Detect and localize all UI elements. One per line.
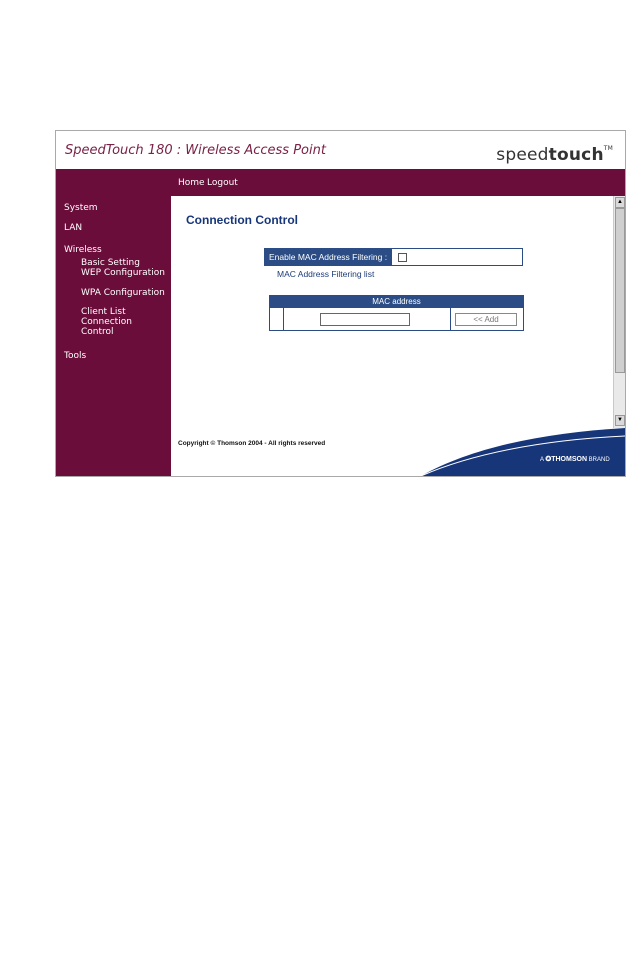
home-link[interactable]: Home bbox=[178, 178, 205, 188]
sidebar-item-lan[interactable]: LAN bbox=[64, 223, 83, 233]
sidebar-item-label: Control bbox=[81, 327, 114, 337]
app-header bbox=[56, 131, 625, 169]
mac-address-input[interactable] bbox=[320, 313, 410, 326]
mac-address-column-header: MAC address bbox=[270, 296, 523, 308]
sidebar-item-tools[interactable]: Tools bbox=[64, 351, 87, 361]
app-title: SpeedTouch 180 : Wireless Access Point bbox=[65, 143, 326, 158]
copyright-text: Copyright © Thomson 2004 - All rights reserved bbox=[178, 440, 326, 447]
browser-frame bbox=[55, 130, 626, 477]
sidebar-item-label: Connection bbox=[81, 317, 132, 327]
add-mac-button[interactable]: << Add bbox=[455, 313, 517, 326]
sidebar-item-client-list[interactable]: Client List bbox=[81, 307, 126, 317]
page-footer bbox=[171, 428, 625, 476]
table-divider bbox=[283, 308, 284, 330]
speedtouch-logo bbox=[496, 145, 613, 165]
thomson-brand-a: A bbox=[540, 457, 544, 463]
mac-address-table bbox=[269, 295, 524, 331]
sidebar-item-wireless[interactable]: Wireless bbox=[64, 245, 102, 255]
logo-speed: speed bbox=[496, 145, 549, 165]
table-divider bbox=[450, 308, 451, 330]
scrollbar-thumb[interactable] bbox=[615, 208, 625, 373]
sidebar-item-basic-setting[interactable]: Basic Setting bbox=[81, 258, 140, 268]
logout-link[interactable]: Logout bbox=[207, 178, 238, 188]
thomson-swoosh-graphic bbox=[171, 428, 625, 476]
thomson-brand-name: THOMSON bbox=[551, 456, 587, 463]
enable-mac-filter-label: Enable MAC Address Filtering : bbox=[265, 249, 392, 265]
thomson-brand-c: BRAND bbox=[588, 457, 610, 463]
mac-filter-list-title: MAC Address Filtering list bbox=[277, 269, 375, 279]
sidebar-item-connection-control[interactable] bbox=[81, 317, 132, 337]
thomson-brand-logo bbox=[540, 455, 610, 463]
top-nav-bar bbox=[171, 169, 625, 196]
thomson-logo-icon: ✪ bbox=[545, 456, 552, 463]
sidebar-item-wpa-configuration[interactable]: WPA Configuration bbox=[81, 288, 165, 298]
page-title: Connection Control bbox=[186, 213, 298, 227]
main-content bbox=[171, 196, 613, 428]
sidebar-item-system[interactable]: System bbox=[64, 203, 98, 213]
sidebar bbox=[56, 169, 171, 476]
mac-filter-toggle-row bbox=[264, 248, 523, 266]
enable-mac-filter-checkbox[interactable] bbox=[398, 253, 407, 262]
sidebar-item-wep-configuration[interactable]: WEP Configuration bbox=[81, 268, 165, 278]
logo-touch: touch bbox=[548, 145, 604, 165]
scroll-down-arrow-icon[interactable]: ▼ bbox=[615, 415, 625, 426]
scroll-up-arrow-icon[interactable]: ▲ bbox=[615, 197, 625, 208]
vertical-scrollbar[interactable] bbox=[613, 196, 625, 428]
logo-tm: TM bbox=[603, 145, 613, 152]
